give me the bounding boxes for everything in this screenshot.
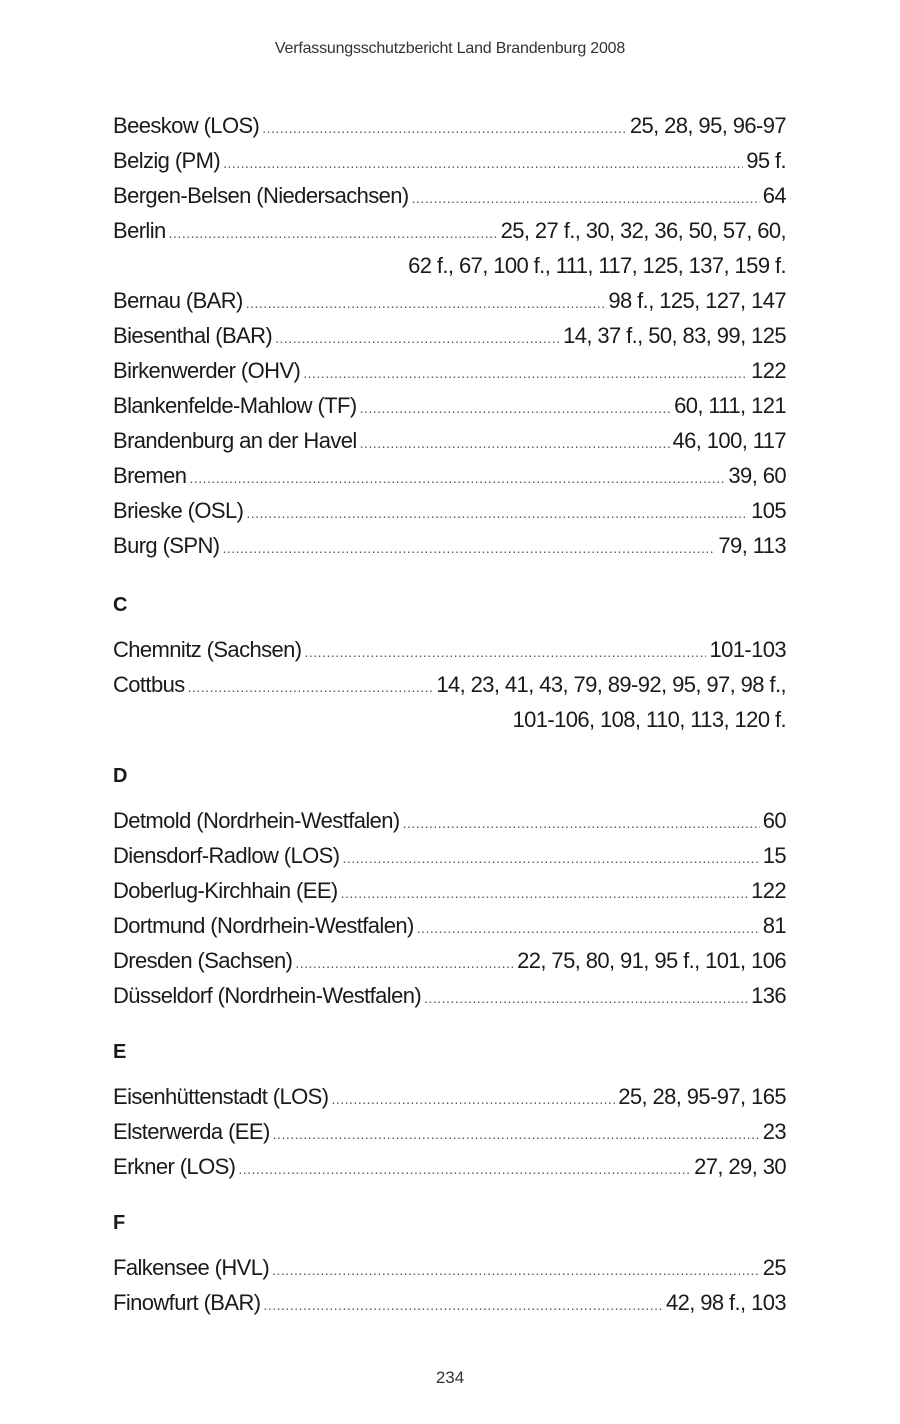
dot-leader bbox=[262, 111, 627, 146]
entry-name: Dortmund (Nordrhein-Westfalen) bbox=[113, 913, 414, 938]
section-letter-f: F bbox=[113, 1212, 126, 1234]
entry-name: Eisenhüttenstadt (LOS) bbox=[113, 1084, 329, 1109]
entry-pages: 22, 75, 80, 91, 95 f., 101, 106 bbox=[517, 948, 786, 973]
dot-leader bbox=[263, 1288, 662, 1323]
running-header: Verfassungsschutzbericht Land Brandenburg 2008 bbox=[274, 40, 626, 57]
entry-pages: 98 f., 125, 127, 147 bbox=[608, 288, 786, 313]
entry-pages: 15 bbox=[762, 843, 786, 868]
index-entry bbox=[113, 143, 786, 178]
entry-name: Belzig (PM) bbox=[113, 148, 221, 173]
entry-pages: 122 bbox=[751, 878, 786, 903]
index-entry bbox=[113, 1114, 786, 1149]
dot-leader bbox=[305, 635, 707, 670]
index-entry bbox=[113, 318, 786, 353]
index-entry bbox=[113, 283, 786, 318]
entry-name: Blankenfelde-Mahlow (TF) bbox=[113, 393, 357, 418]
section-letter-c: C bbox=[113, 594, 128, 616]
page-number: 234 bbox=[435, 1368, 465, 1387]
entry-pages-continued: 62 f., 67, 100 f., 111, 117, 125, 137, 159 f. bbox=[408, 253, 786, 278]
index-entry bbox=[113, 178, 786, 213]
entry-pages: 39, 60 bbox=[728, 463, 786, 488]
entry-name: Biesenthal (BAR) bbox=[113, 323, 273, 348]
entry-name: Chemnitz (Sachsen) bbox=[113, 637, 302, 662]
entry-pages: 25, 28, 95, 96-97 bbox=[629, 113, 786, 138]
dot-leader bbox=[331, 1082, 615, 1117]
entry-pages: 101-103 bbox=[709, 637, 786, 662]
entry-pages: 136 bbox=[751, 983, 786, 1008]
entry-name: Brandenburg an der Havel bbox=[113, 428, 357, 453]
dot-leader bbox=[417, 911, 760, 946]
dot-leader bbox=[360, 391, 672, 426]
index-entry bbox=[113, 423, 786, 458]
entry-pages: 25 bbox=[762, 1255, 786, 1280]
index-entry bbox=[113, 943, 786, 978]
entry-name: Elsterwerda (EE) bbox=[113, 1119, 270, 1144]
index-entry bbox=[113, 388, 786, 423]
entry-name: Cottbus bbox=[113, 672, 185, 697]
entry-pages: 60, 111, 121 bbox=[674, 393, 786, 418]
dot-leader bbox=[360, 426, 670, 461]
dot-leader bbox=[238, 1152, 691, 1187]
dot-leader bbox=[272, 1253, 760, 1288]
entry-pages: 46, 100, 117 bbox=[672, 428, 786, 453]
entry-name: Doberlug-Kirchhain (EE) bbox=[113, 878, 338, 903]
index-entry bbox=[113, 1149, 786, 1184]
dot-leader bbox=[342, 841, 759, 876]
index-entry bbox=[113, 667, 786, 737]
entry-name: Bergen-Belsen (Niedersachsen) bbox=[113, 183, 409, 208]
index-entry bbox=[113, 1285, 786, 1320]
index-entry bbox=[113, 528, 786, 563]
entry-pages: 105 bbox=[751, 498, 786, 523]
entry-pages: 81 bbox=[762, 913, 786, 938]
entry-pages: 122 bbox=[751, 358, 786, 383]
index-entry bbox=[113, 978, 786, 1013]
dot-leader bbox=[246, 286, 606, 321]
dot-leader bbox=[403, 806, 760, 841]
dot-leader bbox=[424, 981, 748, 1016]
entry-name: Erkner (LOS) bbox=[113, 1154, 236, 1179]
dot-leader bbox=[295, 946, 514, 981]
entry-name: Berlin bbox=[113, 218, 166, 243]
dot-leader bbox=[169, 216, 498, 251]
entry-pages: 42, 98 f., 103 bbox=[665, 1290, 786, 1315]
entry-pages: 60 bbox=[762, 808, 786, 833]
index-entry bbox=[113, 108, 786, 143]
entry-pages-continued: 101-106, 108, 110, 113, 120 f. bbox=[512, 707, 786, 732]
index-entry bbox=[113, 838, 786, 873]
entry-name: Detmold (Nordrhein-Westfalen) bbox=[113, 808, 400, 833]
index-entry bbox=[113, 1250, 786, 1285]
dot-leader bbox=[222, 531, 715, 566]
entry-pages: 25, 28, 95-97, 165 bbox=[618, 1084, 786, 1109]
entry-name: Dresden (Sachsen) bbox=[113, 948, 293, 973]
entry-name: Finowfurt (BAR) bbox=[113, 1290, 261, 1315]
dot-leader bbox=[303, 356, 748, 391]
entry-name: Bremen bbox=[113, 463, 187, 488]
entry-name: Brieske (OSL) bbox=[113, 498, 244, 523]
dot-leader bbox=[246, 496, 748, 531]
entry-pages: 25, 27 f., 30, 32, 36, 50, 57, 60, bbox=[500, 218, 786, 243]
entry-name: Falkensee (HVL) bbox=[113, 1255, 270, 1280]
dot-leader bbox=[189, 461, 725, 496]
index-entry bbox=[113, 353, 786, 388]
entry-pages: 14, 37 f., 50, 83, 99, 125 bbox=[563, 323, 786, 348]
place-index bbox=[113, 108, 786, 1320]
index-entry bbox=[113, 213, 786, 283]
dot-leader bbox=[412, 181, 760, 216]
entry-name: Düsseldorf (Nordrhein-Westfalen) bbox=[113, 983, 422, 1008]
entry-name: Birkenwerder (OHV) bbox=[113, 358, 301, 383]
index-entry bbox=[113, 803, 786, 838]
dot-leader bbox=[223, 146, 743, 181]
dot-leader bbox=[275, 321, 560, 356]
index-entry bbox=[113, 908, 786, 943]
entry-pages: 95 f. bbox=[746, 148, 786, 173]
entry-pages: 23 bbox=[762, 1119, 786, 1144]
entry-pages: 64 bbox=[762, 183, 786, 208]
section-letter-d: D bbox=[113, 765, 128, 787]
dot-leader bbox=[273, 1117, 760, 1152]
entry-name: Diensdorf-Radlow (LOS) bbox=[113, 843, 340, 868]
dot-leader bbox=[188, 670, 434, 705]
entry-name: Bernau (BAR) bbox=[113, 288, 243, 313]
index-entry bbox=[113, 632, 786, 667]
index-entry bbox=[113, 458, 786, 493]
index-entry bbox=[113, 493, 786, 528]
entry-name: Burg (SPN) bbox=[113, 533, 220, 558]
dot-leader bbox=[341, 876, 748, 911]
entry-name: Beeskow (LOS) bbox=[113, 113, 260, 138]
entry-pages: 14, 23, 41, 43, 79, 89-92, 95, 97, 98 f., bbox=[436, 672, 786, 697]
index-entry bbox=[113, 873, 786, 908]
section-letter-e: E bbox=[113, 1041, 127, 1063]
index-entry bbox=[113, 1079, 786, 1114]
entry-pages: 79, 113 bbox=[718, 533, 786, 558]
entry-pages: 27, 29, 30 bbox=[694, 1154, 786, 1179]
